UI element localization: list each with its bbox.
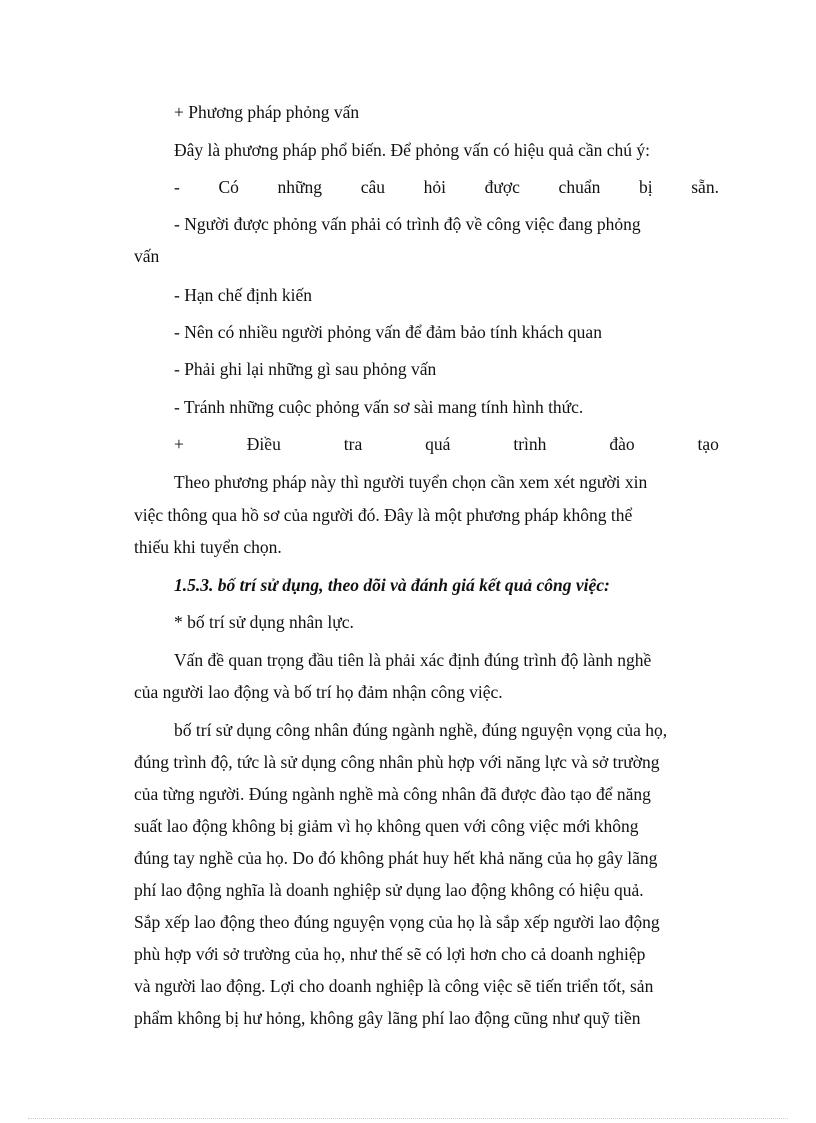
word: được [484, 177, 520, 197]
word: + [174, 434, 184, 454]
word: hỏi [423, 177, 446, 197]
paragraph-line: Đây là phương pháp phổ biến. Để phỏng vấn có hiệu quả cần chú ý: [174, 140, 651, 160]
spread-line-prepared-questions [174, 175, 719, 199]
word: những [277, 177, 323, 197]
paragraph-line: và người lao động. Lợi cho doanh nghiệp là công việc sẽ tiến triển tốt, sản [134, 976, 654, 996]
word: câu [360, 177, 385, 197]
paragraph-line: phẩm không bị hư hỏng, không gây lãng phí lao động cũng như quỹ tiền [134, 1008, 641, 1028]
word: đào [609, 434, 635, 454]
paragraph-line: việc thông qua hồ sơ của người đó. Đây là một phương pháp không thể [134, 505, 633, 525]
word: sẵn. [691, 177, 719, 197]
word: chuẩn [558, 177, 601, 197]
paragraph-line: - Hạn chế định kiến [174, 285, 313, 305]
paragraph-line: Vấn đề quan trọng đầu tiên là phải xác định đúng trình độ lành nghề [174, 650, 652, 670]
paragraph-line: phí lao động nghĩa là doanh nghiệp sử dụng lao động không có hiệu quả. [134, 880, 644, 900]
paragraph-line: phù hợp với sở trường của họ, như thế sẽ có lợi hơn cho cả doanh nghiệp [134, 944, 646, 964]
word: trình [513, 434, 547, 454]
paragraph-line: thiếu khi tuyển chọn. [134, 537, 282, 557]
paragraph-line: đúng tay nghề của họ. Do đó không phát huy hết khả năng của họ gây lãng [134, 848, 658, 868]
paragraph-line: vấn [134, 246, 160, 266]
section-heading: 1.5.3. bố trí sử dụng, theo dõi và đánh giá kết quả công việc: [174, 575, 610, 595]
paragraph-line: Sắp xếp lao động theo đúng nguyện vọng của họ là sắp xếp người lao động [134, 912, 660, 932]
paragraph-line: - Phải ghi lại những gì sau phỏng vấn [174, 359, 437, 379]
paragraph-line: * bố trí sử dụng nhân lực. [174, 612, 354, 632]
paragraph-line: bố trí sử dụng công nhân đúng ngành nghề, đúng nguyện vọng của họ, [174, 720, 668, 740]
word: Điều [246, 434, 281, 454]
spread-line-training-check [174, 432, 719, 456]
paragraph-line: suất lao động không bị giảm vì họ không quen với công việc mới không [134, 816, 639, 836]
word: bị [638, 177, 653, 197]
word: tra [343, 434, 363, 454]
paragraph-line: của người lao động và bố trí họ đảm nhận công việc. [134, 682, 503, 702]
paragraph-line: - Nên có nhiều người phỏng vấn để đảm bảo tính khách quan [174, 322, 602, 342]
paragraph-line: của từng người. Đúng ngành nghề mà công nhân đã được đào tạo để năng [134, 784, 651, 804]
word: - [174, 177, 180, 197]
paragraph-line: + Phương pháp phỏng vấn [174, 102, 360, 122]
footer-dotted-rule [28, 1118, 788, 1119]
word: Có [218, 177, 239, 197]
paragraph-line: - Người được phỏng vấn phải có trình độ về công việc đang phỏng [174, 214, 641, 234]
word: tạo [697, 434, 719, 454]
paragraph-line: - Tránh những cuộc phỏng vấn sơ sài mang tính hình thức. [174, 397, 584, 417]
paragraph-line: Theo phương pháp này thì người tuyển chọn cần xem xét người xin [174, 472, 648, 492]
word: quá [425, 434, 451, 454]
paragraph-line: đúng trình độ, tức là sử dụng công nhân phù hợp với năng lực và sở trường [134, 752, 660, 772]
